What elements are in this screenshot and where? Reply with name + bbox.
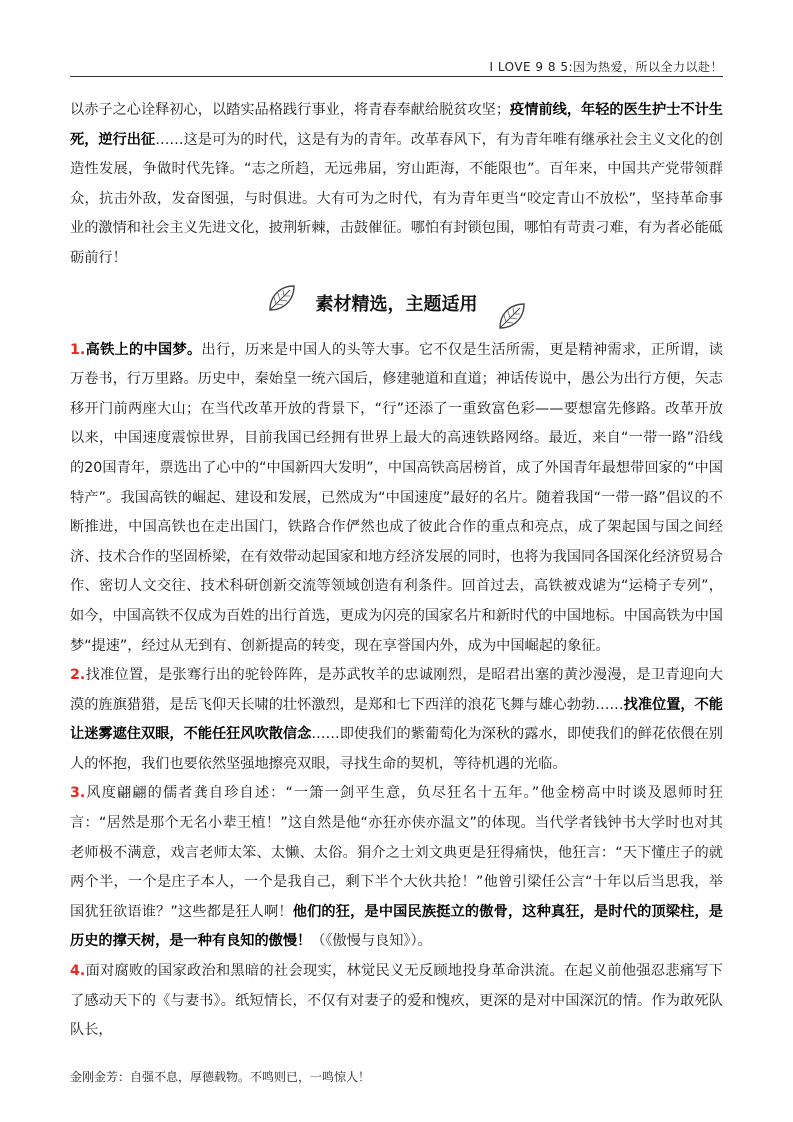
item-text-1: 找准位置，是张骞行出的驼铃阵阵，是苏武牧羊的忠诚刚烈，是昭君出塞的黄沙漫漫，是卫青迎向大漠的旌旗猎猎，是岳飞仰天长啸的壮怀激烈，是郑和七下西洋的浪花飞舞与雄心勃勃…… xyxy=(70,667,723,713)
intro-bold: 疫情前线，年轻的医生护士不计生死，逆行出征 xyxy=(70,102,723,148)
item-text-1: 风度翩翩的儒者龚自珍自述：“一箫一剑平生意，负尽狂名十五年。”他金榜高中时谈及恩师时狂言：“居然是那个无名小辈王植！”这自然是他“亦狂亦侠亦温文”的体现。当代学者钱钟书大学时也对其老师极不满意，戏言老师太笨、太懒、太俗。狷介之士刘文典更是狂得痛快，他狂言：“天下懂庄子的就两个半，一个是庄子本人，一个是我自己，剩下半个大伙共抢！”他曾引梁任公言“十年以后当思我，举国犹狂欲语谁？”这些都是狂人啊！ xyxy=(70,785,723,920)
page-footer: 金刚金芳：自强不息，厚德载物。不鸣则已，一鸣惊人！ xyxy=(70,1070,371,1084)
document-body xyxy=(70,96,723,1046)
intro-paragraph xyxy=(70,96,723,274)
item-number: 3. xyxy=(70,785,86,802)
intro-text-2: ……这是可为的时代，这是有为的青年。改革春风下，有为青年唯有继承社会主义文化的创造性发展，争做时代先锋。“志之所趋，无远弗届，穷山距海，不能限也”。百年来，中国共产党带领群众，抗击外敌，发奋图强，与时俱进。大有可为之时代，有为青年更当“咬定青山不放松”，坚持革命事业的激情和社会主义先进文化，披荆斩棘，击鼓催征。哪怕有封锁包围，哪怕有苛责刁难，有为者必能砥砺前行！ xyxy=(70,131,723,266)
section-title: 素材精选，主题适用 xyxy=(315,293,478,315)
leaf-icon xyxy=(264,282,298,316)
item-text: 出行，历来是中国人的头等大事。它不仅是生活所需，更是精神需求，正所谓，读万卷书，行万里路。历史中，秦始皇一统六国后，修建驰道和直道；神话传说中，愚公为出行方便，矢志移开门前两座大山；在当代改革开放的背景下，“行”还添了一重致富色彩——要想富先修路。改革开放以来，中国速度震惊世界，目前我国已经拥有世界上最大的高速铁路网络。最近，来自“一带一路”沿线的20国青年，票选出了心中的“中国新四大发明”，中国高铁高居榜首，成了外国青年最想带回家的“中国特产”。我国高铁的崛起、建设和发展，已然成为“中国速度”最好的名片。随着我国“一带一路”倡议的不断推进，中国高铁也在走出国门，铁路合作俨然也成了彼此合作的重点和亮点，成了架起国与国之间经济、技术合作的坚固桥梁，在有效带动起国家和地方经济发展的同时，也将为我国同各国深化经济贸易合作、密切人文交往、技术科研创新交流等领域创造有利条件。回首过去，高铁被戏谑为“运椅子专列”，如今，中国高铁不仅成为百姓的出行首选，更成为闪亮的国家名片和新时代的中国地标。中国高铁为中国梦“提速”，经过从无到有、创新提高的转变，现在享誉国内外，成为中国崛起的象征。 xyxy=(70,341,723,654)
item-text-2: （《傲慢与良知》）。 xyxy=(311,933,432,950)
item-text-1: 面对腐败的国家政治和黑暗的社会现实，林觉民义无反顾地投身革命洪流。在起义前他强忍悲痛写下了感动天下的《与妻书》。纸短情长，不仅有对妻子的爱和愧疚，更深的是对中国深沉的情。作为敢死队队长， xyxy=(70,963,723,1039)
item-bold: 找准位置，不能让迷雾遮住双眼，不能任狂风吹散信念 xyxy=(70,696,723,743)
item-paragraph-1 xyxy=(70,336,723,662)
item-paragraph-2 xyxy=(70,661,723,779)
page-header: I LOVE 9 8 5:因为热爱，所以全力以赴！ xyxy=(489,60,723,74)
item-bold: 他们的狂，是中国民族挺立的傲骨，这种真狂，是时代的顶梁柱，是历史的撑天树，是一种有良知的傲慢！ xyxy=(70,903,723,950)
item-text-2: ……即使我们的紫葡萄化为深秋的露水，即使我们的鲜花依偎在别人的怀抱，我们也要依然坚强地擦亮双眼，寻找生命的契机，等待机遇的光临。 xyxy=(70,726,723,772)
item-number: 2. xyxy=(70,667,86,684)
header-divider xyxy=(70,76,723,77)
item-bold-title: 高铁上的中国梦。 xyxy=(85,341,202,358)
item-number: 4. xyxy=(70,963,86,980)
leaf-icon xyxy=(496,298,530,332)
intro-text-1: 以赤子之心诠释初心，以踏实品格践行事业，将青春奉献给脱贫攻坚； xyxy=(70,102,511,118)
item-paragraph-4 xyxy=(70,957,723,1046)
section-banner xyxy=(70,274,723,336)
item-paragraph-3 xyxy=(70,779,723,957)
item-number: 1. xyxy=(70,341,86,358)
